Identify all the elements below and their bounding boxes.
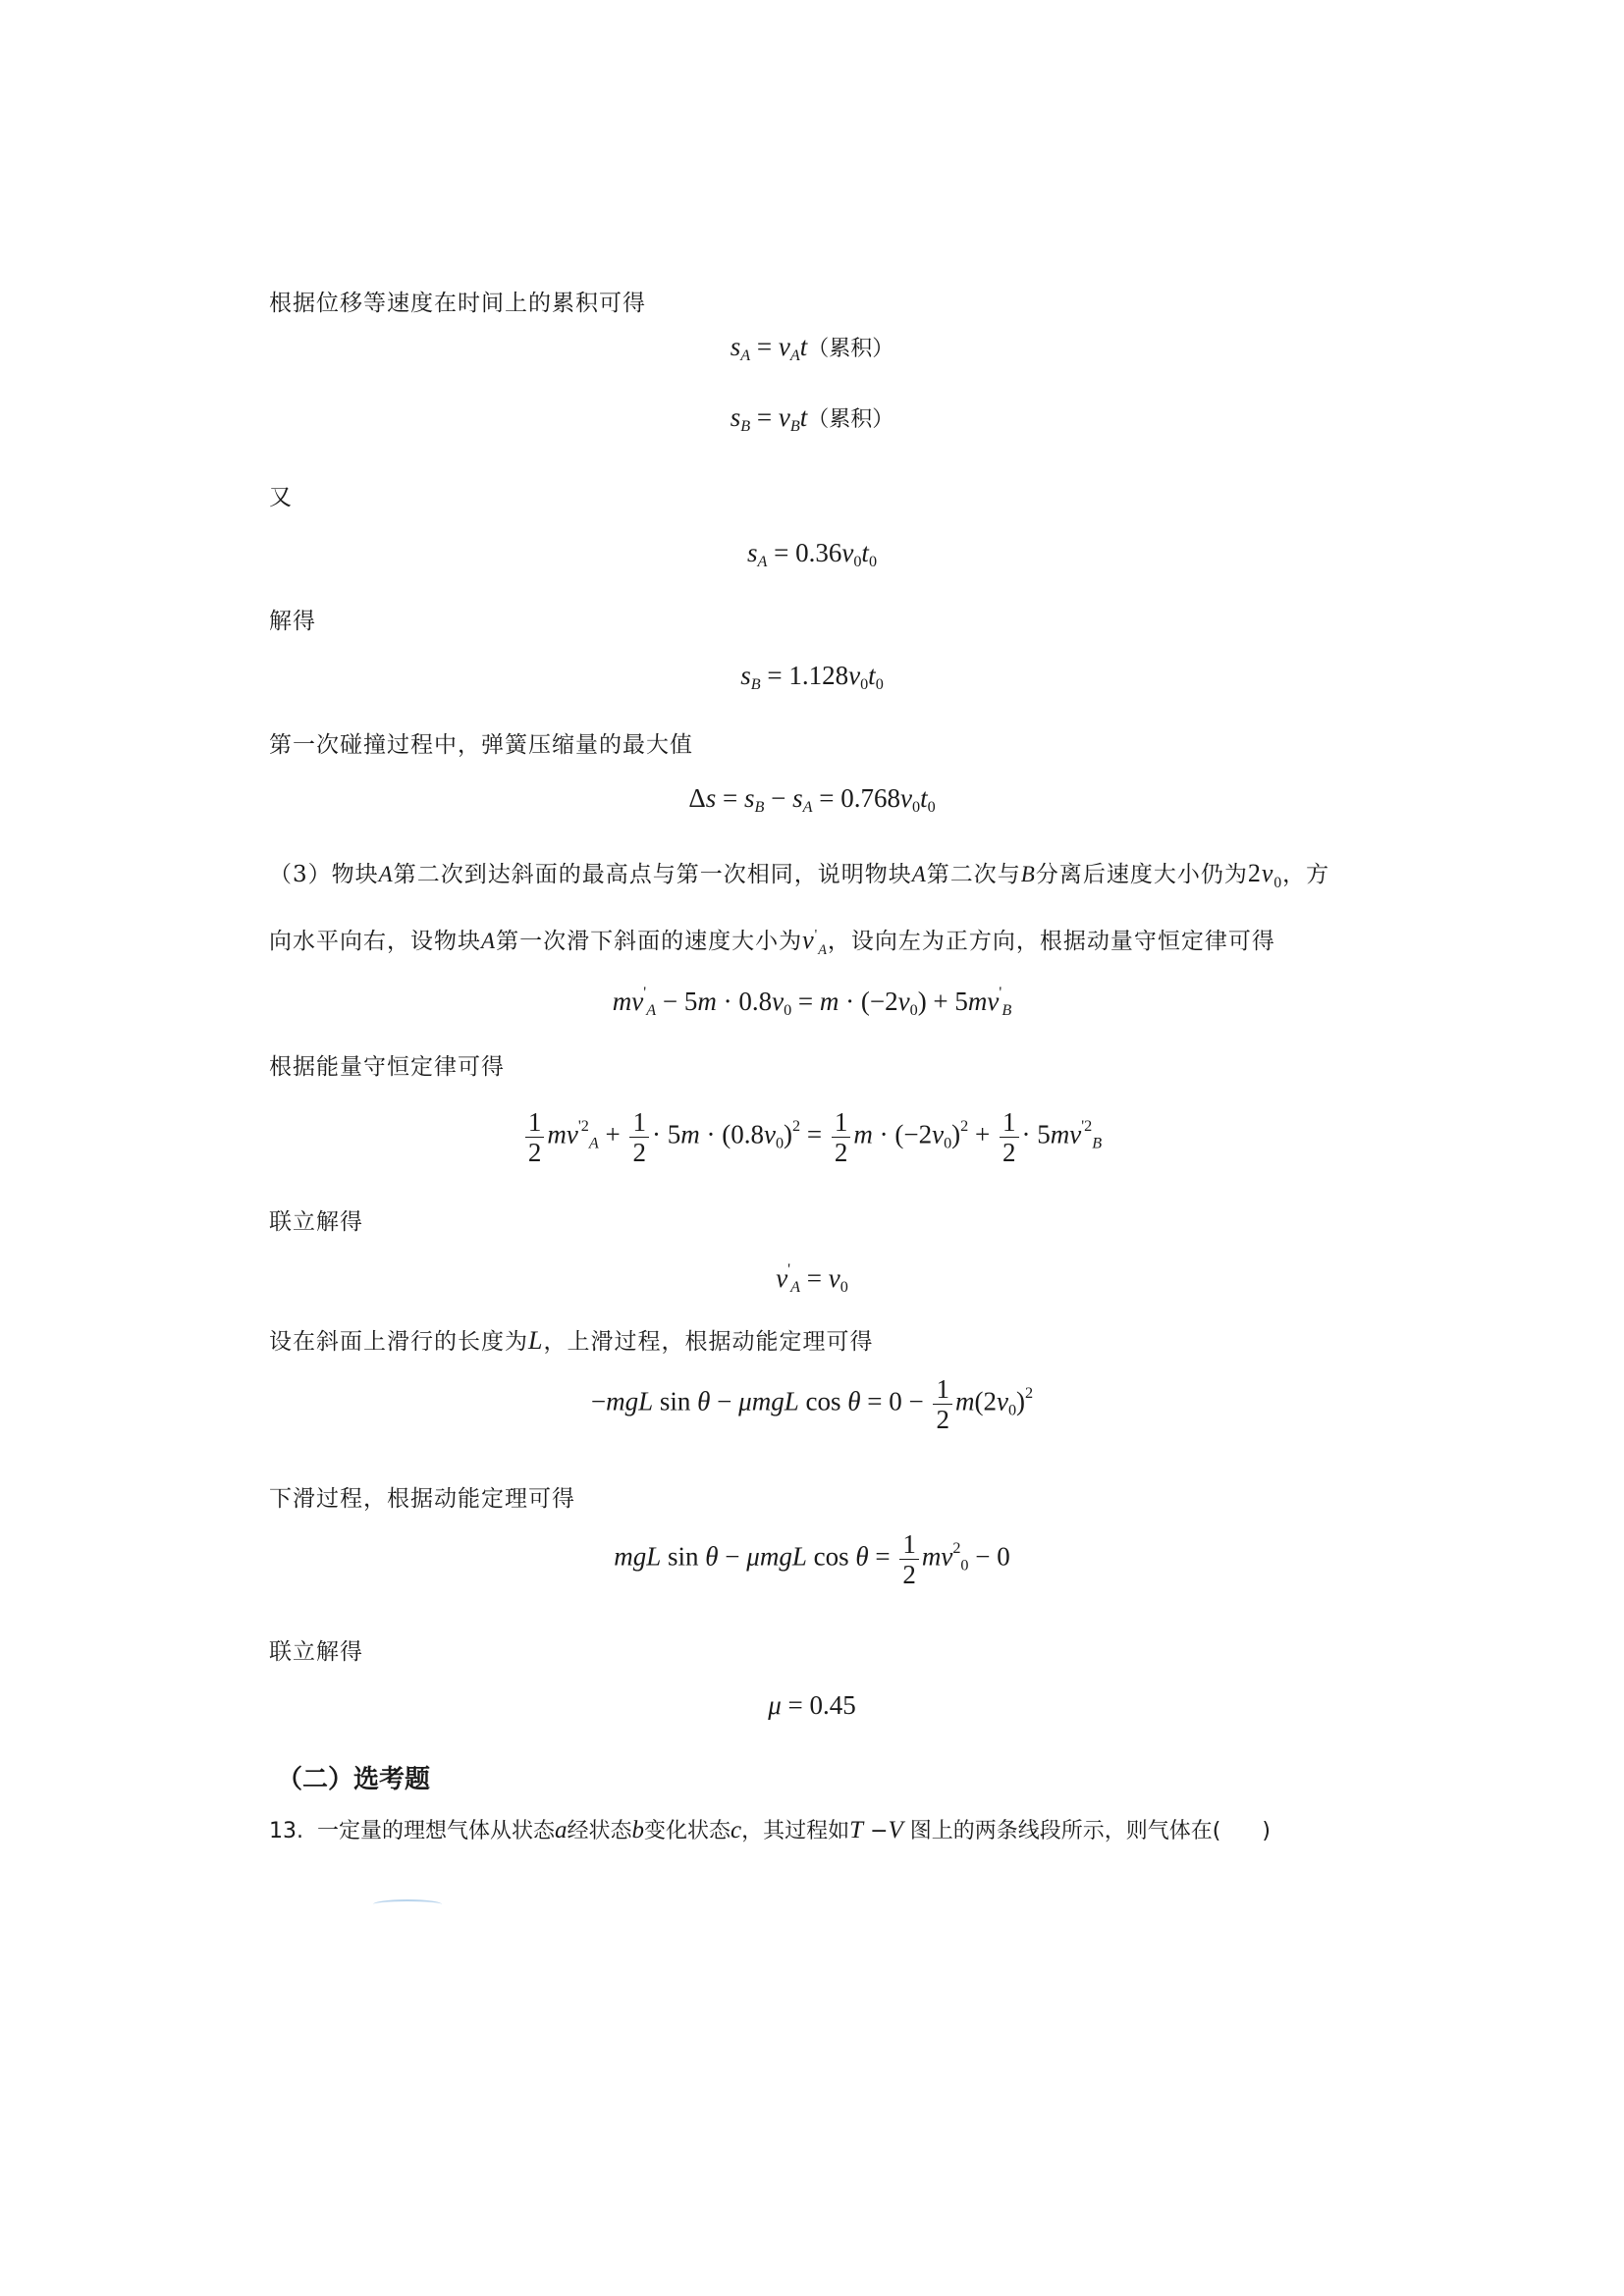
question-13: 13. 一定量的理想气体从状态a经状态b变化状态c，其过程如T −V 图上的两条线段所示，则气体在( ) (269, 1817, 1271, 1843)
text-line-also: 又 (269, 485, 293, 510)
equation-momentum: $mv'_A - 5m \cdot 0.8v_0 = m \cdot (-2v_0) + 5mv'_B$ (612, 984, 1012, 1019)
text-line-combine-2: 联立解得 (269, 1639, 363, 1665)
equation-sa-accumulation: $s_A = v_At$（累积） (730, 332, 894, 364)
text-line-slope-length: 设在斜面上滑行的长度为L，上滑过程，根据动能定理可得 (269, 1326, 874, 1355)
equation-mu-result: μ = 0.45 (768, 1690, 856, 1720)
equation-va-result: $v'_A = v_0$ (776, 1260, 848, 1296)
equation-downhill: mgL sin θ − μmgL cos θ = $\frac{1}{2}$ $mv^2_0 - 0$ (614, 1529, 1010, 1589)
faint-scan-mark (373, 1899, 442, 1909)
equation-sb-value: $s_B = 1.128v_0t_0$ (740, 661, 884, 693)
text-line-direction: 向水平向右，设物块A第一次滑下斜面的速度大小为$v'_A$，设向左为正方向，根据动量守恒定律可得 (269, 926, 1275, 959)
equation-sa-value: $s_A = 0.36v_0t_0$ (746, 538, 878, 570)
text-line-part3: （3）物块A第二次到达斜面的最高点与第一次相同，说明物块A第二次与B分离后速度大小仍为$2v_0$，方 (269, 859, 1330, 892)
section-heading: （二）选考题 (277, 1765, 431, 1794)
equation-sb-accumulation: $s_B = v_Bt$（累积） (730, 402, 894, 435)
text-line-accumulation: 根据位移等速度在时间上的累积可得 (269, 291, 646, 316)
text-line-max-compression: 第一次碰撞过程中，弹簧压缩量的最大值 (269, 732, 693, 758)
text-line-downhill: 下滑过程，根据动能定理可得 (269, 1486, 575, 1512)
equation-energy: $\frac{1}{2}$ $mv^{'2}_A$ + $\frac{1}{2}$ · $5m \cdot (0.8v_0)^2$ = $\frac{1}{2}$ $m \cdot (-2v_0)^2$ + $\frac{1}{2}$ · $5mv^{'2}_B$ (0, 1107, 1624, 1167)
text-line-energy: 根据能量守恒定律可得 (269, 1054, 505, 1080)
text-line-solve: 解得 (269, 609, 316, 634)
equation-uphill: −mgL sin θ − μmgL cos θ = 0 − $\frac{1}{2}$ $m(2v_0)^2$ (590, 1374, 1034, 1434)
equation-delta-s: $\Delta s = s_B - s_A = 0.768v_0t_0$ (688, 783, 936, 816)
text-line-combine-1: 联立解得 (269, 1209, 363, 1235)
